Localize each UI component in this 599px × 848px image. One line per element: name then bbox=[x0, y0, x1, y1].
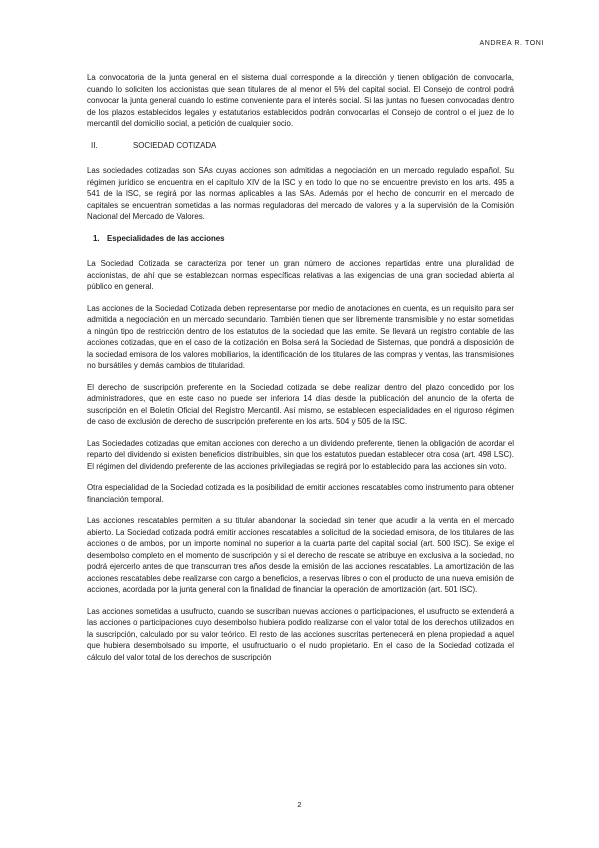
section-number: II. bbox=[91, 140, 98, 150]
section-heading bbox=[87, 140, 514, 152]
body-paragraph: El derecho de suscripción preferente en la Sociedad cotizada se debe realizar dentro del plazo concedido por los administradores, que en este caso no puede ser inferiora 14 días desde la publicación del anuncio de la oferta de suscripción en el Boletín Oficial del Registro Mercantil. Así mismo, se establecen especialidades en el riguroso régimen de caso de exclusión de derecho de suscripción preferente en los arts. 504 y 505 de la lSC. bbox=[87, 382, 514, 426]
page-body bbox=[87, 72, 514, 673]
subsection-heading bbox=[87, 233, 514, 245]
body-paragraph: Las sociedades cotizadas son SAs cuyas acciones son admitidas a negociación en un mercado regulado español. Su régimen jurídico se encuentra en el capítulo XIV de la lSC y en todo lo que no se encuentre previsto en los arts. 495 a 541 de la lSC, se regirá por las normas aplicables a las SAs. Además por el hecho de concurrir en el mercado de capitales se encuentran sometidas a las normas reguladoras del mercado de valores y a la supervisión de la Comisión Nacional del Mercado de Valores. bbox=[87, 166, 514, 221]
section-title: SOCIEDAD COTIZADA bbox=[133, 140, 217, 150]
body-paragraph: Las acciones rescatables permiten a su titular abandonar la sociedad sin tener que acudir a la venta en el mercado abierto. La Sociedad cotizada podrá emitir acciones rescatables a solicitud de la sociedad emisora, de los titulares de las acciones o de ambos, por un importe nominal no superior a la cuarta parte del capital social (art. 500 lSC). Se exige el desembolso completo en el momento de suscripción y si el derecho de rescate se atribuye en exclusiva a la sociedad, no podrá ejercerlo antes de que transcurran tres años desde la emisión de las acciones rescatables. La amortización de las acciones rescatables debe realizarse con cargo a beneficios, a reservas libres o con el producto de una nueva emisión de acciones, acordada por la junta general con la finalidad de financiar la operación de amortización (art. 501 lSC). bbox=[87, 516, 514, 594]
body-paragraph: Otra especialidad de la Sociedad cotizada es la posibilidad de emitir acciones rescatables como instrumento para obtener financiación temporal. bbox=[87, 483, 514, 504]
body-paragraph: Las acciones sometidas a usufructo, cuando se suscriban nuevas acciones o participaciones, el usufructo se extenderá a las acciones o participaciones cuyo desembolso hubiera podido realizarse con el valor total de los derechos utilizados en la suscripción, calculado por su valor teórico. El resto de las acciones suscritas pertenecerá en plena propiedad a aquel que hubiera desembolsado su importe, el usufructuario o el nudo propietario. En el caso de la Sociedad cotizada el cálculo del valor total de los derechos de suscripción bbox=[87, 606, 514, 662]
body-paragraph: Las Sociedades cotizadas que emitan acciones con derecho a un dividendo preferente, tienen la obligación de acordar el reparto del dividendo si existen beneficios distribuibles, sin que los estatutos puedan establecer otra cosa (art. 498 LSC). El régimen del dividendo preferente de las acciones privilegiadas se regirá por lo establecido para las acciones sin voto. bbox=[87, 438, 514, 471]
body-paragraph: La Sociedad Cotizada se caracteriza por tener un gran número de acciones repartidas entre una pluralidad de accionistas, de ahí que se establezcan normas específicas relativas a las exigencias de una gran sociedad abierta al público en general. bbox=[87, 259, 514, 291]
body-paragraph: Las acciones de la Sociedad Cotizada deben representarse por medio de anotaciones en cuenta, es un requisito para ser admitida a negociación en un mercado secundario. También tienen que ser libremente transmisible y no estar sometidas a ningún tipo de restricción dentro de los estatutos de la sociedad que las emite. Se llevará un registro contable de las acciones cotizadas, que en el caso de la cotización en Bolsa será la Sociedad de Sistemas, que pondrá a disposición de la sociedad emisora de los valores mobiliarios, la identificación de los titulares de las compras y ventas, las transmisiones no bursátiles y demás cambios de titularidad. bbox=[87, 303, 514, 370]
page-number: 2 bbox=[297, 800, 302, 809]
subsection-title: Especialidades de las acciones bbox=[107, 233, 225, 243]
body-paragraph: La convocatoria de la junta general en el sistema dual corresponde a la dirección y tienen obligación de convocarla, cuando lo soliciten los accionistas que sean titulares de al menor el 5% del capital social. El Consejo de control podrá convocar la junta general cuando lo estime conveniente para el interés social. Si las juntas no fuesen convocadas dentro de los plazos establecidos legales y estatutarios establecidos podrán convocarlas el Consejo de control o el juez de lo mercantil del domicilio social, a petición de cualquier socio. bbox=[87, 73, 514, 128]
subsection-number: 1. bbox=[93, 233, 100, 243]
running-header: ANDREA R. TONI bbox=[479, 40, 544, 47]
